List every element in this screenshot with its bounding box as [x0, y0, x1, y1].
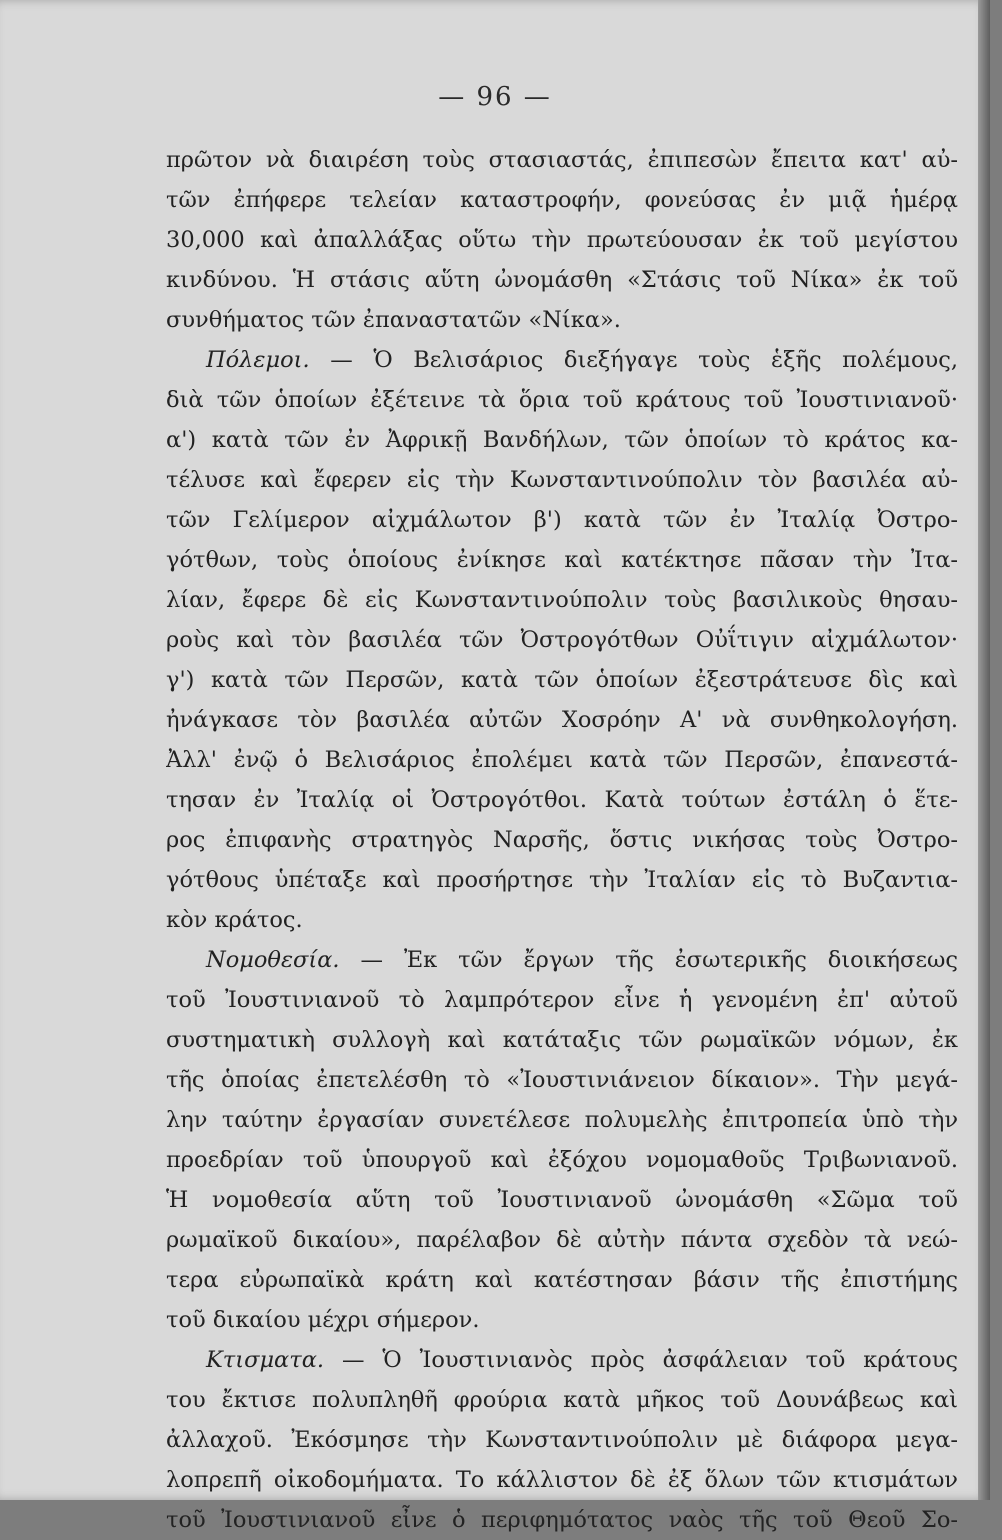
text-line: γότθους ὑπέταξε καὶ προσήρτησε τὴν Ἰταλίαν εἰς τὸ Βυζαντια- — [166, 867, 958, 893]
text-line: συστηματικὴ συλλογὴ καὶ κατάταξις τῶν ρωμαϊκῶν νόμων, ἐκ — [166, 1027, 958, 1053]
text-line: τέλυσε καὶ ἔφερεν εἰς τὴν Κωνσταντινούπολιν τὸν βασιλέα αὐ- — [166, 467, 958, 493]
text-line-rest: — Ὁ Βελισάριος διεξήγαγε τοὺς ἑξῆς πολέμους, — [309, 347, 958, 373]
text-line: τοῦ Ἰουστινιανοῦ τὸ λαμπρότερον εἶνε ἡ γενομένη ἐπ' αὐτοῦ — [166, 987, 958, 1013]
text-line: τῆς ὁποίας ἐπετελέσθη τὸ «Ἰουστινιάνειον δίκαιον». Τὴν μεγά- — [166, 1067, 958, 1093]
text-line: διὰ τῶν ὁποίων ἐξέτεινε τὰ ὅρια τοῦ κράτους τοῦ Ἰουστινιανοῦ· — [166, 387, 958, 413]
text-line: γότθων, τοὺς ὁποίους ἐνίκησε καὶ κατέκτησε πᾶσαν τὴν Ἰτα- — [166, 547, 958, 573]
text-line: λην ταύτην ἐργασίαν συνετέλεσε πολυμελὴς ἐπιτροπεία ὑπὸ τὴν — [166, 1107, 958, 1133]
text-line-rest: — Ὁ Ἰουστινιανὸς πρὸς ἀσφάλειαν τοῦ κράτους — [324, 1347, 958, 1373]
text-line: κινδύνου. Ἡ στάσις αὕτη ὠνομάσθη «Στάσις τοῦ Νίκα» ἐκ τοῦ — [166, 267, 958, 293]
text-line: γ') κατὰ τῶν Περσῶν, κατὰ τῶν ὁποίων ἐξεστράτευσε δὶς καὶ — [166, 667, 958, 693]
text-line: τοῦ Ἰουστινιανοῦ εἶνε ὁ περιφημότατος ναὸς τῆς τοῦ Θεοῦ Σο- — [166, 1507, 958, 1533]
text-line: τοῦ δικαίου μέχρι σήμερον. — [166, 1307, 480, 1333]
text-line: λοπρεπῆ οἰκοδομήματα. Το κάλλιστον δὲ ἐξ ὅλων τῶν κτισμάτων — [166, 1467, 958, 1493]
page-edge — [978, 0, 990, 1500]
paragraph-intro — [166, 140, 958, 340]
text-line: ρος ἐπιφανὴς στρατηγὸς Ναρσῆς, ὅστις νικήσας τοὺς Ὀστρο- — [166, 827, 958, 853]
body-text — [166, 140, 958, 1540]
section-heading-legislation: Νομοθεσία. — [206, 947, 340, 973]
text-line: Ἡ νομοθεσία αὕτη τοῦ Ἰουστινιανοῦ ὠνομάσθη «Σῶμα τοῦ — [166, 1187, 958, 1213]
section-heading-wars: Πόλεμοι. — [206, 347, 310, 373]
text-line: λίαν, ἔφερε δὲ εἰς Κωνσταντινούπολιν τοὺς βασιλικοὺς θησαυ- — [166, 587, 958, 613]
text-line: ροὺς καὶ τὸν βασιλέα τῶν Ὀστρογότθων Οὐΐτιγιν αἰχμάλωτον· — [166, 627, 958, 653]
text-line: ἀλλαχοῦ. Ἐκόσμησε τὴν Κωνσταντινούπολιν μὲ διάφορα μεγα- — [166, 1427, 958, 1453]
text-line — [166, 940, 958, 980]
text-line: α') κατὰ τῶν ἐν Ἀφρικῇ Βανδήλων, τῶν ὁποίων τὸ κράτος κα- — [166, 427, 958, 453]
text-line: τῶν ἐπήφερε τελείαν καταστροφήν, φονεύσας ἐν μιᾷ ἡμέρᾳ — [166, 187, 958, 213]
text-line: προεδρίαν τοῦ ὑπουργοῦ καὶ ἐξόχου νομομαθοῦς Τριβωνιανοῦ. — [166, 1147, 958, 1173]
text-line — [166, 340, 958, 380]
text-line: κὸν κράτος. — [166, 907, 303, 933]
text-line-rest: — Ἐκ τῶν ἔργων τῆς ἐσωτερικῆς διοικήσεως — [339, 947, 958, 973]
text-line: 30,000 καὶ ἀπαλλάξας οὕτω τὴν πρωτεύουσαν ἐκ τοῦ μεγίστου — [166, 227, 958, 253]
text-line: Ἀλλ' ἐνῷ ὁ Βελισάριος ἐπολέμει κατὰ τῶν Περσῶν, ἐπανεστά- — [166, 747, 958, 773]
text-line: συνθήματος τῶν ἐπαναστατῶν «Νίκα». — [166, 307, 621, 333]
text-line: ἠνάγκασε τὸν βασιλέα αὐτῶν Χοσρόην Α' νὰ συνθηκολογήση. — [166, 707, 958, 733]
text-line: ρωμαϊκοῦ δικαίου», παρέλαβον δὲ αὐτὴν πάντα σχεδὸν τὰ νεώ- — [166, 1227, 958, 1253]
section-heading-buildings: Κτισματα. — [206, 1347, 325, 1373]
text-line: τερα εὐρωπαϊκὰ κράτη καὶ κατέστησαν βάσιν τῆς ἐπιστήμης — [166, 1267, 958, 1293]
paragraph-buildings — [166, 1340, 958, 1540]
page-number: — 96 — — [438, 82, 552, 112]
text-line: του ἔκτισε πολυπληθῆ φρούρια κατὰ μῆκος τοῦ Δουνάβεως καὶ — [166, 1387, 958, 1413]
paragraph-wars — [166, 340, 958, 940]
text-line — [166, 1340, 958, 1380]
text-line: τησαν ἐν Ἰταλίᾳ οἱ Ὀστρογότθοι. Κατὰ τούτων ἐστάλη ὁ ἕτε- — [166, 787, 958, 813]
paragraph-legislation — [166, 940, 958, 1340]
text-line: τῶν Γελίμερον αἰχμάλωτον β') κατὰ τῶν ἐν Ἰταλίᾳ Ὀστρο- — [166, 507, 958, 533]
text-line: πρῶτον νὰ διαιρέση τοὺς στασιαστάς, ἐπιπεσὼν ἔπειτα κατ' αὐ- — [166, 147, 958, 173]
